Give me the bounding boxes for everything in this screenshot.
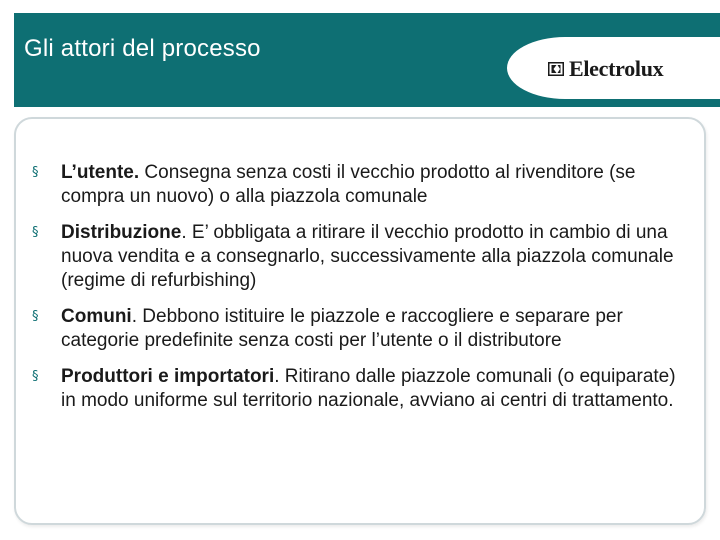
bullet-text: . E’ obbligata a ritirare il vecchio prodotto in cambio di una nuova vendita e a consegnarlo, successivamente alla piazzola comunale (regime di refurbishing) xyxy=(61,222,674,291)
bullet-marker-icon: § xyxy=(32,225,39,240)
bullet-marker-icon: § xyxy=(32,165,39,180)
bullet-item-comuni xyxy=(32,305,692,353)
logo-wordmark: Electrolux xyxy=(569,56,664,81)
slide-title: Gli attori del processo xyxy=(24,35,261,62)
bullet-term: Distribuzione xyxy=(61,222,182,243)
bullet-list xyxy=(32,161,692,425)
bullet-term: Comuni xyxy=(61,306,132,327)
bullet-item-produttori xyxy=(32,365,692,413)
bullet-text: . Debbono istituire le piazzole e raccogliere e separare per categorie predefinite senza costi per l’utente o il distributore xyxy=(61,306,623,351)
bullet-item-utente xyxy=(32,161,692,209)
bullet-item-distribuzione xyxy=(32,221,692,293)
bullet-marker-icon: § xyxy=(32,369,39,384)
bullet-term: L’utente. xyxy=(61,162,140,183)
bullet-text: . Ritirano dalle piazzole comunali (o equiparate) in modo uniforme sul territorio nazionale, avviano ai centri di trattamento. xyxy=(61,366,676,411)
brand-logo xyxy=(507,37,720,99)
bullet-marker-icon: § xyxy=(32,309,39,324)
bullet-term: Produttori e importatori xyxy=(61,366,275,387)
electrolux-mark-icon xyxy=(548,62,564,76)
bullet-text: Consegna senza costi il vecchio prodotto al rivenditore (se compra un nuovo) o alla piazzola comunale xyxy=(61,162,636,207)
